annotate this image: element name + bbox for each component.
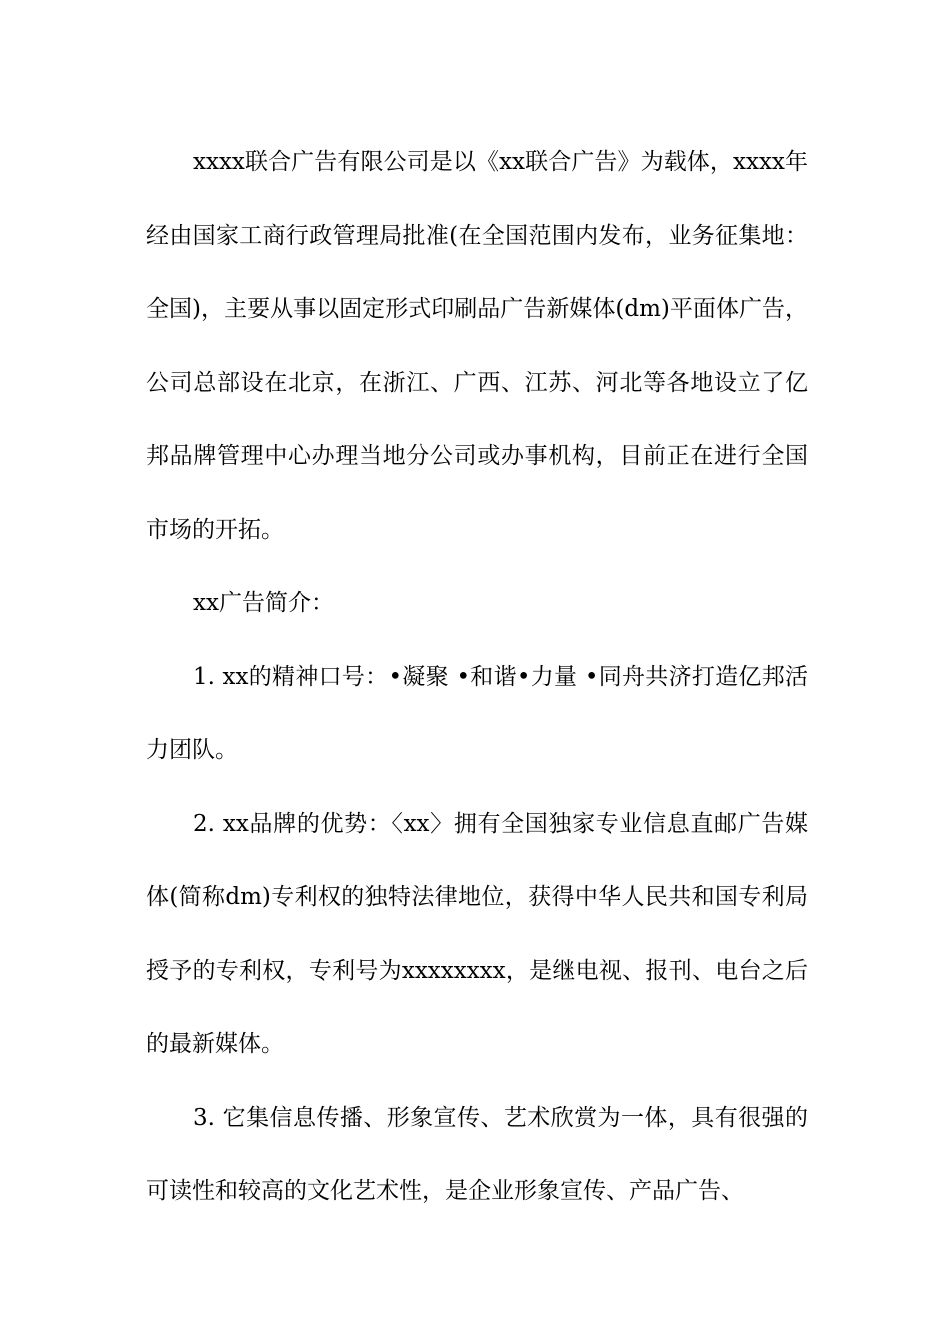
paragraph-item-3-features: 3. 它集信息传播、形象宣传、艺术欣赏为一体，具有很强的可读性和较高的文化艺术性，是企业形象宣传、产品广告、	[146, 1104, 808, 1204]
paragraph-company-intro: xxxx联合广告有限公司是以《xx联合广告》为载体，xxxx年经由国家工商行政管理局批准(在全国范围内发布，业务征集地：全国)，主要从事以固定形式印刷品广告新媒体(dm)平面体广告，公司总部设在北京，在浙江、广西、江苏、河北等各地设立了亿邦品牌管理中心办理当地分公司或办事机构，目前正在进行全国市场的开拓。	[146, 149, 808, 543]
paragraph-section-heading: xx广告简介：	[193, 590, 334, 616]
paragraph-item-2-advantage: 2. xx品牌的优势：〈xx〉拥有全国独家专业信息直邮广告媒体(简称dm)专利权的独特法律地位，获得中华人民共和国专利局授予的专利权，专利号为xxxxxxxx，是继电视、报刊、电台之后的最新媒体。	[146, 810, 808, 1057]
paragraph-item-1-slogan: 1. xx的精神口号：•凝聚 •和谐•力量 •同舟共济打造亿邦活力团队。	[146, 663, 808, 763]
document-body	[146, 126, 808, 1229]
